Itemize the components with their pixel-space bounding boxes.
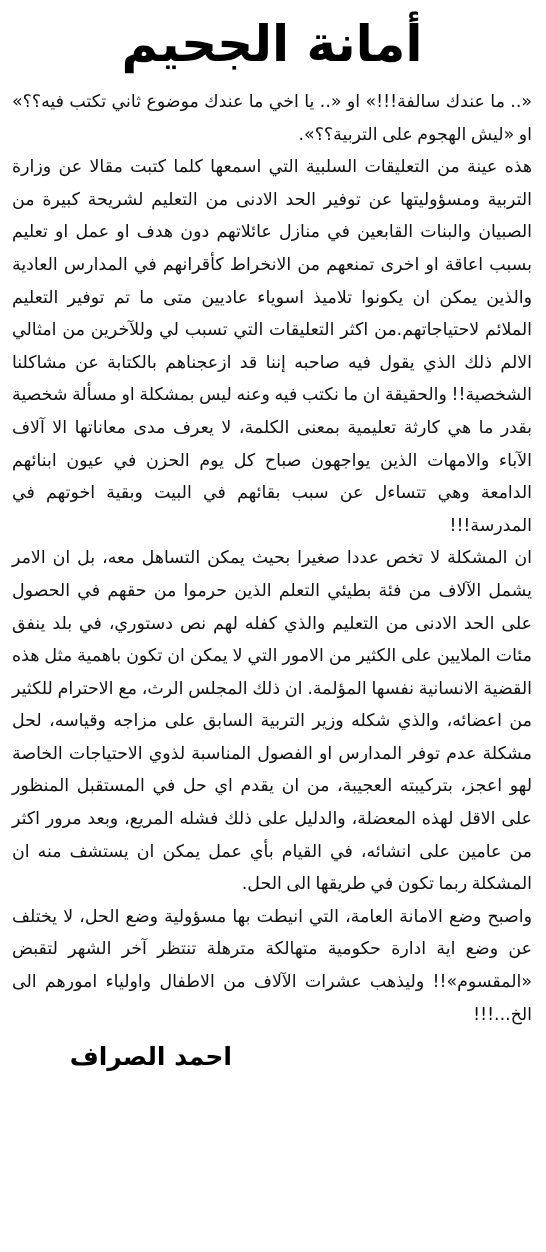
article-title: أمانة الجحيم — [121, 15, 423, 73]
article-body — [12, 86, 532, 1031]
article-paragraph: ان المشكلة لا تخص عددا صغيرا بحيث يمكن التساهل معه، بل ان الامر يشمل الآلاف من فئة بطيئي التعلم الذين حرموا من حقهم في الحصول على الحد الادنى من التعليم والذي كفله لهم نص دستوري، في بلد ينفق مئات الملايين على الكثير من الامور التي لا يمكن ان تكون باهمية مثل هذه القضية الانسانية نفسها المؤلمة. ان ذلك المجلس الرث، مع الاحترام للكثير من اعضائه، والذي شكله وزير التربية السابق على مزاجه وقياسه، لحل مشكلة عدم توفر المدارس او الفصول المناسبة لذوي الاحتياجات الخاصة لهو اعجز، بتركيبته العجيبة، من ان يقدم اي حل في المستقبل المنظور على الاقل لهذه المعضلة، والدليل على ذلك فشله المريع، وبعد مرور اكثر من عامين على انشائه، في القيام بأي عمل يمكن ان يستشف منه ان المشكلة ربما تكون في طريقها الى الحل. — [12, 548, 532, 895]
author-byline: احمد الصراف — [69, 1042, 232, 1072]
article-paragraph: واصبح وضع الامانة العامة، التي انيطت بها مسؤولية وضع الحل، لا يختلف عن وضع اية ادارة حكومية متهالكة مترهلة تنتظر آخر الشهر لتقبض «المقسوم»!! وليذهب عشرات الآلاف من الاطفال واولياء امورهم الى الخ...!!! — [12, 906, 532, 1025]
article-paragraph: هذه عينة من التعليقات السلبية التي اسمعها كلما كتبت مقالا عن وزارة التربية ومسؤوليتها عن توفير الحد الادنى من التعليم لشريحة كبيرة من الصبيان والبنات القابعين في منازل عائلاتهم دون هدف او عمل او تعليم بسبب اعاقة او اخرى تمنعهم من الانخراط كأقرانهم في المدارس العادية والذين يمكن ان يكونوا تلاميذ اسوياء عاديين متى ما تم توفير التعليم الملائم لاحتياجاتهم.من اكثر التعليقات التي تسبب لي وللآخرين من امثالي الالم ذلك الذي يقول فيه صاحبه إننا قد ازعجناهم بالكتابة عن مشاكلنا الشخصية!! والحقيقة ان ما نكتب فيه وعنه ليس بمشكلة او مسألة شخصية بقدر ما هي كارثة تعليمية بمعنى الكلمة، لا يعرف مدى معاناتها الا آلاف الآباء والامهات الذين يواجهون صباح كل يوم الحزن في عيون ابنائهم الدامعة وهي تتساءل عن سبب بقائهم في البيت وبقية اخوتهم في المدرسة!!! — [12, 157, 532, 536]
article-paragraph: «.. ما عندك سالفة!!!» او «.. يا اخي ما عندك موضوع ثاني تكتب فيه؟؟» او «ليش الهجوم على التربية؟؟». — [12, 92, 532, 145]
